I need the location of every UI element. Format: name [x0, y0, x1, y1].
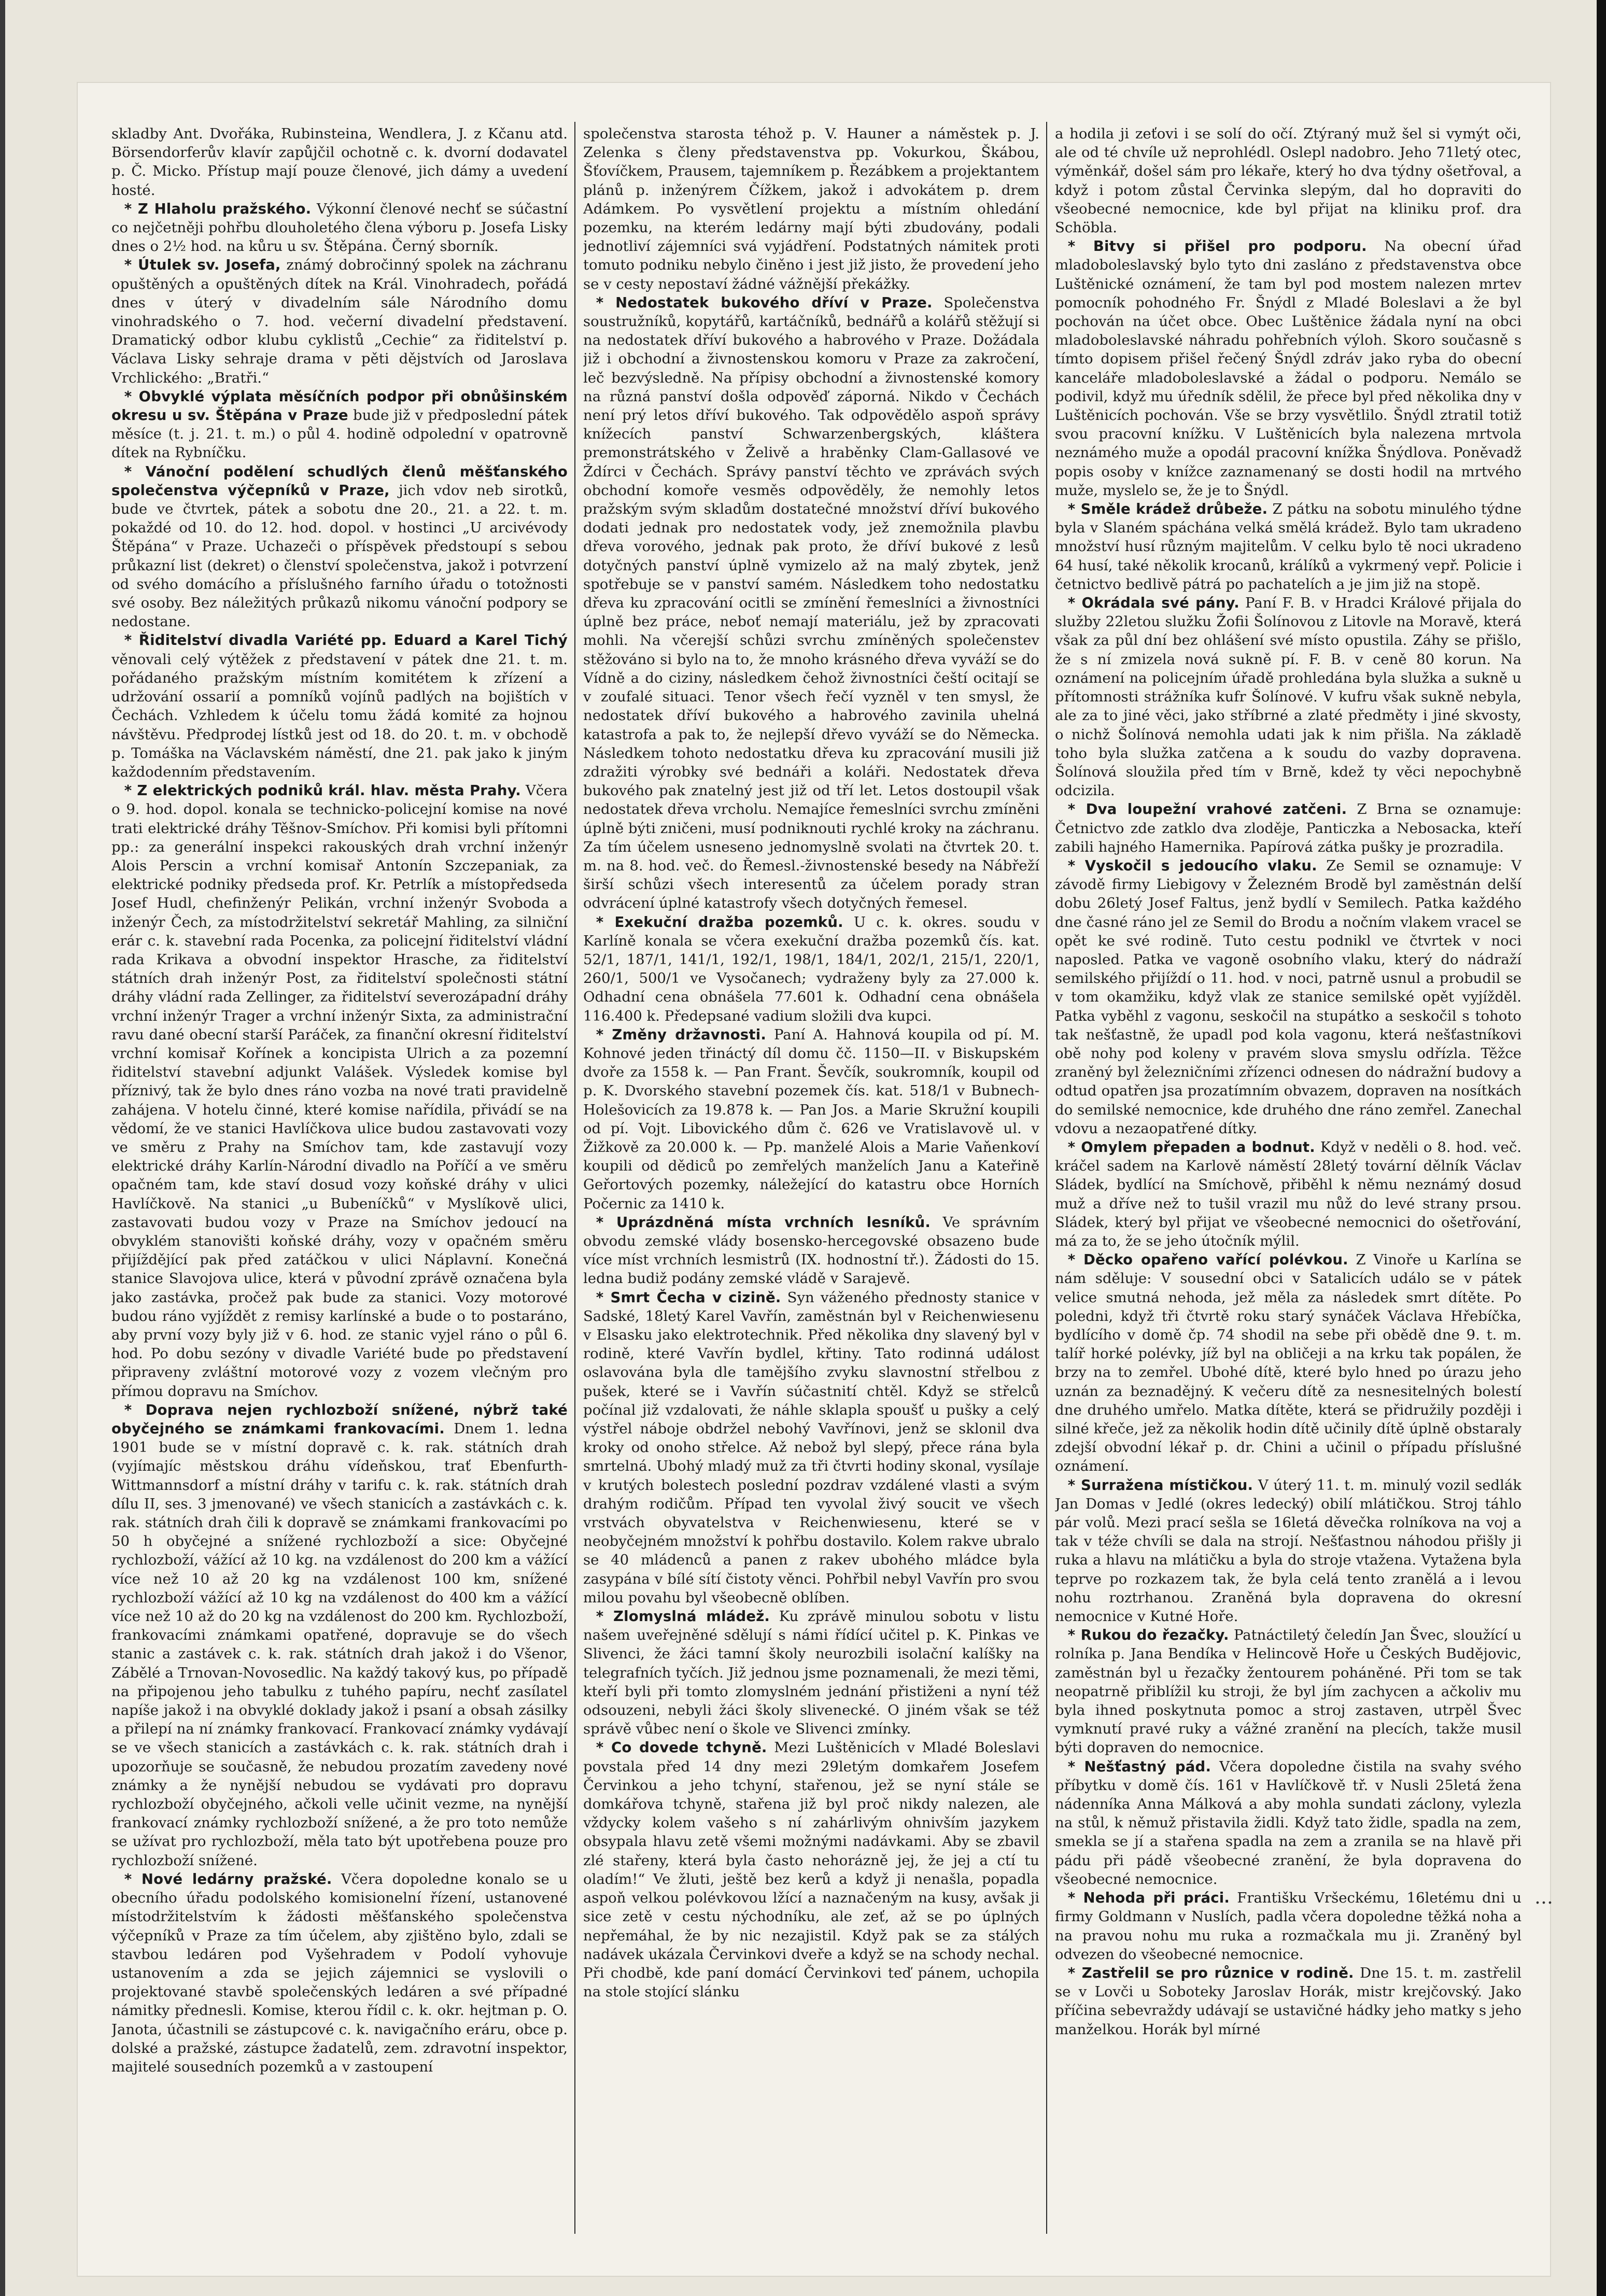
article-text: Paní A. Hahnová koupila od pí. M. Kohnové jeden třináctý díl domu čč. 1150—II. v Biskupském dvoře za 1558 k. — Pan Frant. Ševčík, soukromník, koupil od p. K. Dvorského stavební pozemek čís. kat. 518/1 v Bubnech-Holešovicích za 19.878 k. — Pan Jos. a Marie Skružní koupili od pí. Vojt. Libovického dům č. 626 ve Vratislavově ul. v Žižkově za 20.000 k. — Pp. manželé Alois a Marie Vaňenkoví koupili od dědiců po zemřelých manželích Janu a Kateřině Geřortových pozemky, náležející do katastru obce Horních Počernic za 1410 k. [583, 1026, 1039, 1212]
article-heading: * Změny državnosti. [596, 1026, 766, 1043]
article-paragraph [1055, 1964, 1522, 2039]
article-paragraph [1055, 1889, 1522, 1964]
article-paragraph [1055, 1138, 1522, 1250]
article-paragraph [583, 1025, 1039, 1213]
article-paragraph [111, 200, 568, 256]
article-heading: * Zlomyslná mládež. [596, 1608, 770, 1625]
article-text: bude již v předposlední pátek měsíce (t. j. 21. t. m.) o půl 4. hodině odpolední v opatrovně dítek na Rybníčku. [111, 407, 568, 461]
article-paragraph [583, 1607, 1039, 1738]
column-rule-2 [1046, 122, 1047, 2234]
article-paragraph [1055, 856, 1522, 1138]
article-text: Dne 15. t. m. zastřelil se v Lovči u Soboteky Jaroslav Horák, mistr krejčovský. Jako příčina sebevraždy udávají se ustavičné hádky jeho matky s jeho manželkou. Horák byl mírné [1055, 1964, 1522, 2038]
article-text: Syn váženého přednosty stanice v Sadské, 18letý Karel Vavřín, zaměstnán byl v Reichenwiesenu v Elsasku jako elektrotechnik. Před několika dny slavený byl v rodině, které Vavřín bydlel, křtiny. Tato rodinná událost oslavována byla dle tamějšího zvyku slavnostní střelbou z pušek, které se i Vavřín súčastnití chtěl. Když se střelců počínal již vzdalovati, že náhle sklapla spoušť u pušky a celý výstřel náboje obdržel nebohý Vavřínovi, jenž se sklonil dva kroky od onoho střelce. Až nebož byl slepý, přece rána byla smrtelná. Ubohý mladý muž za tři čtvrti hodiny skonal, vysílaje v krutých bolestech poslední pozdrav vzdálené vlasti a svým drahým rodičům. Případ ten vyvolal živý soucit ve všech vrstvách obyvatelstva v Reichenwiesenu, které se v neobyčejném množství k pohřbu dostavilo. Kolem rakve ubralo se 40 mládenců a panen z rakev ubohého mládce byla zasypána v bílé sítí čistoty věnci. Pohřbil nebyl Vavřín pro svou milou povahu byl všeobecně oblíben. [583, 1289, 1039, 1606]
article-heading: * Rukou do řezačky. [1067, 1627, 1229, 1644]
article-paragraph [1055, 594, 1522, 800]
article-paragraph [1055, 1757, 1522, 1889]
text-column-3 [1055, 124, 1522, 2249]
scan-left-edge [0, 0, 5, 2296]
article-heading: * Nehoda při práci. [1067, 1890, 1230, 1907]
article-heading: * Řiditelství divadla Variété pp. Eduard a Karel Tichý [124, 632, 568, 649]
article-heading: * Nové ledárny pražské. [124, 1870, 332, 1887]
article-paragraph [1055, 1626, 1522, 1757]
article-heading: * Co dovede tchyně. [596, 1739, 767, 1756]
article-heading: * Nešťastný pád. [1067, 1758, 1211, 1775]
article-text: Z Brna se oznamuje: Četnictvo zde zatklo dva zloděje, Panticzka a Nebosacka, kteří zabili hajného Hamernika. Papírová zátka pušky je prozradila. [1055, 801, 1522, 855]
scan-right-edge [1597, 0, 1606, 2296]
article-paragraph [583, 913, 1039, 1025]
article-text: známý dobročinný spolek na záchranu opuštěných a opuštěných dítek na Král. Vinohradech, pořádá dnes v úterý v divadelním sále Národního domu vinohradského o 7. hod. večerní divadelní představení. Dramatický odbor klubu cyklistů „Cechie“ za řiditelství p. Václava Lisky sehraje drama v pěti dějstvích od Jaroslava Vrchlického: „Bratři.“ [111, 257, 568, 386]
article-paragraph [583, 1738, 1039, 2001]
article-paragraph [111, 781, 568, 1401]
article-text: Dnem 1. ledna 1901 bude se v místní dopravě c. k. rak. státních drah (vyjímajíc městskou dráhu vídeňskou, trať Ebenfurth-Wittmannsdorf a místní dráhy v tarifu c. k. rak. státních drah dílu II, ses. 3 jmenované) ve všech stanicích a zastávkách c. k. rak. státních drah čili k dopravě se známkami frankovacími po 50 h obyčejné a snížené rychlozboží a sice: Obyčejné rychlozboží, vážící až 10 kg. na vzdálenost do 200 km a vážící více než 10 až 20 kg na vzdálenost 100 km, snížené rychlozboží vážící až 10 kg na vzdálenost do 400 km a vážící více než 10 až do 20 kg na vzdálenost do 200 km. Rychlozboží, frankovacími známkami opatřené, dopravuje se do všech stanic a zastávek c. k. rak. státních drah jakož i do Všenor, Zábělé a Trnovan-Novosedlic. Na každý takový kus, po případě na připojenou jeho tabulku z tuhého papíru, nechť zasílatel napíše jakož i na obvyklé doklady jakož i psaní a obsah zásilky a přilepí na ní známky frankovací. Frankovací známky vydávají se ve všech stanicích a zastávkách c. k. rak. státních drah i upozorňuje se současně, že nebudou prozatím zavedeny nové známky a že nynější nebudou se vydávati pro dopravu rychlozboží obyčejného, ačkoli velle učinit vezme, na nynější frankovací známky rychlozboží snížené, a že pro toto nemůže se užívat pro rychlozboží, měla tato být upotřebena pouze pro rychlozboží snížené. [111, 1420, 568, 1869]
article-heading: * Zastřelil se pro různice v rodině. [1067, 1964, 1354, 1981]
article-heading: * Surražena místičkou. [1067, 1476, 1253, 1494]
article-text: Na obecní úřad mladoboleslavský bylo tyto dni zasláno z představenstva obce Luštěnické oznámení, že tam byl pod mostem nalezen mrtev pomocník pohodného Fr. Šnýdl z Mladé Boleslavi a že byl pochován na účet obce. Obec Luštěnice žádala nyní na obci mladoboleslavské náhradu pohřebních výloh. Skoro současně s tímto dopisem přišel řečený Šnýdl zdráv jako ryba do obecní kanceláře mladoboleslavské a žádal o podporu. Nemálo se podivil, když mu úředník sdělil, že přece byl před několika dny v Luštěnicích pochován. Vše se brzy vysvětlilo. Šnýdl ztratil totiž svou pracovní knížku. V Luštěnicích byla nalezena mrtvola neznámého muže a opodál pracovní knížka Šnýdlova. Poněvadž popis osoby v knížce zaznamenaný se dosti hodil na mrtvého muže, myslelo se, že je to Šnýdl. [1055, 238, 1522, 499]
article-paragraph [111, 387, 568, 462]
page-mark: … [1534, 1887, 1553, 1908]
article-text: V úterý 11. t. m. minulý vozil sedlák Jan Domas v Jedlé (okres ledecký) obilí mlátičkou. Stroj táhlo pár volů. Mezi prací sešla se 16letá děvečka rolníkova na voj a tak v téže chvíli se dala na strojí. Nešťastnou náhodou přišly ji ruka a hlavu na mlátičku a byla do stroje vtažena. Vytažena byla teprve po rozkazem tak, že byla celá tento zranělá a i levou nohu roztrhanou. Zraněná byla dopravena do okresní nemocnice v Kutné Hoře. [1055, 1476, 1522, 1625]
article-heading: * Vánoční podělení schudlých členů měšťanského společenstva výčepníků v Praze, [111, 463, 568, 499]
article-text: Společenstva soustružníků, kopytářů, kartáčníků, bednářů a kolářů stěžují si na nedostatek dříví bukového a habrového v Praze. Dožádala již i obchodní a živnostenskou komoru v Praze za zakročení, leč bezvýsledně. Na přípisy obchodní a živnostenské komory na různá panství došla odpověď záporná. Nikdo v Čechách není prý letos dříví bukového. Tak odpovědělo aspoň správy knížecích panství Schwarzenbergských, kláštera premonstrátského v Želivě a hraběnky Clam-Gallasové ve Ždírci v Čechách. Správy panství těchto ve zprávách svých obchodní komoře vesměs odpověděly, že nemohly letos pražským svým skladům dostatečné množství dříví bukového dodati jednak pro nedostatek vody, jež znemožnila plavbu dřeva vorového, jednak pak proto, že dříví bukové z lesů dotyčných panství úplně vymizelo až na malý zbytek, jenž spotřebuje se v panství samém. Následkem toho nedostatku dřeva ku zpracování ocitli se zmínění řemeslníci a živnostníci úplně bez práce, neboť nemají materiálu, jež by zpracovati mohli. Na včerejší schůzi svrchu zmíněných společenstev stěžováno si bylo na to, že mnoho krásného dřeva vyváží se do Vídně a do ciziny, následkem čehož živnostníci čeští ocitají se v zoufalé situaci. Tenor všech řečí vyzněl v ten smysl, že nedostatek dříví bukového a habrového zavinila uhelná katastrofa a pak to, že nejlepší dřevo vyváží se do Německa. Následkem tohoto nedostatku dřeva ku zpracování musili již zdražiti výrobky své bednáři a koláři. Nedostatek dřeva bukového pak znatelný jest již od tří let. Letos dostoupil však nedostatek dřeva vrcholu. Nemajíce řemeslníci svrchu zmíněni úplně býti zničeni, musí podniknouti rychlé kroky na záchranu. Za tím účelem usneseno jednomyslně svolati na čtvrtek 20. t. m. na 8. hod. več. do Řemesl.-živnostenské besedy na Nábřeží širší schůzi všech interesentů za účelem porady stran odvrácení úplné katastrofy všech dotyčných řemesel. [583, 294, 1039, 912]
text-column-2 [583, 124, 1039, 2249]
article-paragraph [583, 293, 1039, 913]
article-heading: * Děcko opařeno vařící polévkou. [1067, 1251, 1348, 1269]
article-text: Patnáctiletý čeledín Jan Švec, sloužící u rolníka p. Jana Bendíka v Helincově Hoře u Českých Budějovic, zaměstnán byl u řezačky žentourem poháněné. Při tom se tak neopatrně přiblížil ku stroji, že byl jím zachycen a ačkoliv mu byla ihned poskytnuta pomoc a stroj zastaven, utrpěl Švec vymknutí pravé ruky a vážné zranění na plecích, takže musil býti dopraven do nemocnice. [1055, 1627, 1522, 1756]
article-paragraph [1055, 124, 1522, 237]
article-text: Z pátku na sobotu minulého týdne byla v Slaném spáchána velká smělá krádež. Bylo tam ukradeno množství husí různým majitelům. V celku bylo tě noci ukradeno 64 husí, také několik krocanů, králíků a vykrmený vepř. Policie i četnictvo bedlivě pátrá po pachatelích a je jim již na stopě. [1055, 501, 1522, 593]
article-paragraph [1055, 500, 1522, 594]
article-text: Ze Semil se oznamuje: V závodě firmy Liebigovy v Železném Brodě byl zaměstnán delší dobu 26letý Josef Faltus, jenž bydlí v Semilech. Patka každého dne časné ráno jel ze Semil do Brodu a nočním vlakem vracel se opět ke své rodině. Tuto cestu podnikl ve čtvrtek v noci naposled. Patka ve vagoně osobního vlaku, který do nádraží semilského přijíždí o 11. hod. v noci, patrně usnul a probudil se v tom okamžiku, když vlak ze stanice semilské opět vyjížděl. Patka vyběhl z vagonu, seskočil na stupátko a seskočil s tohoto tak nešťastně, že upadl pod kola vagonu, která nešťastníkovi obě nohy pod koleny v pravém slova smyslu odřízla. Těžce zraněný byl železničními zřízenci odnesen do nádražní budovy a odtud opatřen jsa prozatímním obvazem, dopraven na nosítkách do semilské nemocnice, kde druhého dne ráno zemřel. Zanechal vdovu a nezaopatřené dítky. [1055, 857, 1522, 1137]
article-heading: * Doprava nejen rychlozboží snížené, nýbrž také obyčejného se známkami frankovacími. [111, 1401, 568, 1438]
article-text: Včera dopoledne konalo se u obecního úřadu podolského komisionelní řízení, ustanovené místodržitelstvím k žádosti měšťanského společenstva výčepníků v Praze za tím účelem, aby zjištěno bylo, zdali se stavbou ledáren pod Vyšehradem v Podolí vyhovuje ustanovením a zda se jejich zájemnici se vyslovili o projektované stavbě společenských ledáren a své případné námitky přednesli. Komise, kterou řídil c. k. okr. hejtman p. O. Janota, účastnili se zástupcové c. k. navigačního eráru, obce p. dolské a pražské, zástupce žadatelů, zem. zdravotní inspektor, majitelé sousedních pozemků a v zastoupení [111, 1870, 568, 2075]
article-paragraph [111, 256, 568, 387]
article-paragraph [111, 1401, 568, 1870]
article-paragraph [111, 1870, 568, 2076]
article-text: Mezi Luštěnicích v Mladé Boleslavi povstala před 14 dny mezi 29letým domkařem Josefem Červinkou a jeho tchyní, stařenou, jež se nyní stále se domkářova tchyně, stařena již byl proč nikdy nalezen, ale vždycky kolem vašeho s ní zahárlivým ohnivším jazykem obsypala hlavu zetě všemi možnými nadávkami. Aby se zbavil zlé stařeny, která byla často nehorázně jej, že jej a ctí tu oladím!“ Ve žluti, ještě bez kerů a když ji nenašla, popadla aspoň velkou polévkovou lžící a naznačeným na kusy, avšak ji sice zetě v cestu nýchodníku, ale zeť, až se po úplných nepřemáhal, že by nic nezajistil. Když pak se za stálých nadávek ukázala Červinkovi dveře a když se na schody nechal. Při chodbě, kde paní domácí Červinkovi teď pánem, uchopila na stole stojící slánku [583, 1739, 1039, 2001]
article-heading: * Dva loupežní vrahové zatčeni. [1067, 801, 1347, 818]
article-text: Františku Vršeckému, 16letému dni u firmy Goldmann v Nuslích, padla včera dopoledne těžká noha a na pravou nohu mu ruka a rozmačkala mu ji. Zraněný byl odvezen do všeobecné nemocnice. [1055, 1890, 1522, 1963]
article-paragraph [1055, 237, 1522, 500]
article-text: Výkonní členové nechť se súčastní co nejčetněji pohřbu dlouholetého člena výboru p. Josefa Lisky dnes o 2½ hod. na kůru u sv. Štěpána. Černý sborník. [111, 200, 568, 255]
article-heading: * Exekuční dražba pozemků. [596, 913, 843, 931]
article-heading: * Omylem přepaden a bodnut. [1067, 1138, 1315, 1156]
article-heading: * Směle krádež drůbeže. [1067, 501, 1268, 518]
article-heading: * Z Hlaholu pražského. [124, 200, 312, 217]
article-text: jich vdov neb sirotků, bude ve čtvrtek, pátek a sobotu dne 20., 21. a 22. t. m. pokaždé od 10. do 12. hod. dopol. v hostinci „U arcivévody Štěpána“ v Praze. Uchazeči o příspěvek předstoupí s sebou průkazní list (dekret) o členství společenstva, jakož i potvrzení od svého domácího a příslušného farního úřadu o totožnosti své osoby. Bez náležitých průkazů nikomu vánoční podpory se nedostane. [111, 482, 568, 630]
article-paragraph [111, 124, 568, 200]
article-text: Ve správním obvodu zemské vlády bosensko-hercegovské obsazeno bude více míst vrchních lesmistrů (IX. hodnostní tř.). Žádosti do 15. ledna budiž podány zemské vládě v Sarajevě. [583, 1214, 1039, 1287]
text-column-1 [111, 124, 568, 2249]
article-paragraph [1055, 800, 1522, 856]
article-text: Když v neděli o 8. hod. več. kráčel sadem na Karlově náměstí 28letý tovární dělník Václav Sládek, bydlící na Smíchově, přiběhl k němu neznámý dosud muž a dříve než to tušil vrazil mu nůž do levé strany prsou. Sládek, který byl přijat ve všeobecné nemocnici do ošetřování, má za to, že se jeho útočník mýlil. [1055, 1138, 1522, 1249]
article-heading: * Okrádala své pány. [1067, 595, 1239, 612]
article-paragraph [1055, 1250, 1522, 1475]
article-text: Z Vinoře u Karlína se nám sděluje: V sousední obci v Satalicích událo se v pátek velice smutná nehoda, jež měla za následek smrt dítěte. Po poledni, když tři čtvrtě roku starý synáček Václava Hřebíčka, bydlícího v domě čp. 74 shodil na sebe při obědě dne 9. t. m. talíř horké polévky, jíž byl na obličeji a na krku tak popálen, že brzy na to zemřel. Ubohé dítě, které bylo hned po úrazu jeho uznán za beznadějný. K večeru dítě za nesnesitelných bolestí dne druhého umřelo. Matka dítěte, která se přidružily později i silné křeče, jež za několik hodin dítě učinily dítě úplně obstaraly zdejší obvodní lékař p. dr. Chini a učinil o případu příslušné oznámení. [1055, 1251, 1522, 1475]
article-heading: * Obvyklé výplata měsíčních podpor při obnůšinském okresu u sv. Štěpána v Praze [111, 388, 568, 424]
article-text: společenstva starosta téhož p. V. Hauner a náměstek p. J. Zelenka s členy představenstva pp. Vokurkou, Škábou, Šťovíčkem, Prausem, tajemníkem p. Řezábkem a projektantem plánů p. inženýrem Čížkem, jakož i advokátem p. drem Adámkem. Po vysvětlení projektu a místním ohledání pozemku, na kterém ledárny mají býti zbudovány, podali jednotliví zájemníci svá vyjádření. Podstatných námitek proti tomuto podniku nebylo činěno i jest již jisto, že provedení jeho se v cesty nepostaví žádné vážnější překážky. [583, 125, 1039, 292]
article-text: věnovali celý výtěžek z představení v pátek dne 21. t. m. pořádaného pražským místním komitétem k zřízení a udržování ossarií a pomníků vojínů padlých na bojištích v Čechách. Vzhledem k účelu tomu žádá komité za hojnou návštěvu. Předprodej lístků jest od 18. do 20. t. m. v obchodě p. Tomáška na Václavském náměstí, dne 21. pak jako k jiným každodenním představením. [111, 651, 568, 780]
article-text: a hodila ji zeťovi i se solí do očí. Ztýraný muž šel si vymýt oči, ale od té chvíle už neprohlédl. Oslepl nadobro. Jeho 71letý otec, výměnkář, došel sám pro lékaře, který ho dva týdny ošetřoval, a když i potom zůstal Červinka slepým, dal ho dopraviti do všeobecné nemocnice, kde byl přijat na kliniku prof. dra Schöbla. [1055, 125, 1522, 236]
article-text: Včera dopoledne čistila na svahy svého příbytku v domě čís. 161 v Havlíčkově tř. v Nusli 25letá žena nádenníka Anna Málková a aby mohla sundati záclony, vylezla na stůl, k němuž přistavila židli. Když tato židle, spadla na zem, smekla se jí a stařena spadla na zem a zranila se na hlavě při pádu při pádě všeobecné zranění, že byla dopravena do všeobecné nemocnice. [1055, 1758, 1522, 1887]
article-text: Paní F. B. v Hradci Králové přijala do služby 22letou služku Žofii Šolínovou z Litovle na Moravě, která však za půl dní bez ohlášení své místo opustila. Záhy se přišlo, že s ní zmizela nová sukně pí. F. B. v ceně 80 korun. Na oznámení na policejním úřadě prohledána byla služka a sukně u přítomnosti strážníka kufr Šolínové. V kufru však sukně nebyla, ale za to jiné věci, jako stříbrné a zlaté předměty i jiné skvosty, o nichž Šolínová nemohla udati jak k nim přišla. Na základě toho byla služka zatčena a k soudu do vazby dopravena. Šolínová sloužila před tím v Brně, kdež ty věci nepochybně odcizila. [1055, 595, 1522, 799]
article-text: U c. k. okres. soudu v Karlíně konala se včera exekuční dražba pozemků čís. kat. 52/1, 187/1, 141/1, 192/1, 198/1, 184/1, 202/1, 215/1, 220/1, 260/1, 500/1 ve Vysočanech; vydraženy byly za 27.000 k. Odhadní cena obnášela 77.601 k. Odhadní cena obnášela 116.400 k. Předepsané vadium složili dva kupci. [583, 913, 1039, 1024]
article-paragraph [583, 1288, 1039, 1607]
article-paragraph [111, 631, 568, 781]
article-text: Ku zprávě minulou sobotu v listu našem uveřejněné sdělují s námi řídící učitel p. K. Pinkas ve Slivenci, že žáci tamní školy neurozbili isolační kalíšky na telegrafních tyčích. Již jednou jsme poznamenali, že mezi těmi, kteří byli při tomto zlomyslném jednání přistiženi a nyní též odsouzeni, nebyli žáci školy slivenecké. O jiném však se též správě vůbec není o škole ve Slivenci zmínky. [583, 1608, 1039, 1738]
article-paragraph [583, 1213, 1039, 1288]
article-heading: * Útulek sv. Josefa, [124, 257, 281, 274]
article-text: Včera o 9. hod. dopol. konala se technicko-policejní komise na nové trati elektrické dráhy Těšnov-Smíchov. Při komisi byli přítomni pp.: za generální inspekci rakouských drah vrchní inženýr Alois Perscin a vrchní komisař Antonín Szczepaniak, za elektrické podniky předseda prof. Kr. Petrlík a místopředseda Josef Hudl, chefinženýr Pelikán, vrchní inženýr Svoboda a inženýr Čech, za místodržitelství sekretář Mahling, za silniční erár c. k. stavební rada Pocenka, za policejní řiditelství vládní rada Krikava a obvodní inspektor Hrasche, za řiditelství státních drah inženýr Post, za řiditelství společnosti státní dráhy vládní rada Zellinger, za řiditelství severozápadní dráhy vrchní inženýr Trager a vrchní inženýr Sixta, za administrační ravu dané obecní starší Paráček, za finanční okresní řiditelství vrchní komisař Kořínek a koncipista Ulrich a za pozemní řiditelství stavební adjunkt Valášek. Výsledek komise byl příznivý, tak že bylo dnes ráno vozba na nové trati pravidelně zahájena. V hotelu činné, které komise nařídila, přivádí se na vědomí, že ve stanici Havlíčkova ulice budou zastavovati vozy ve směru z Prahy na Smíchov tam, kde zastavují vozy elektrické dráhy Karlín-Národní divadlo na Poříčí a ve směru opačném tam, kde staví dosud vozy koňské dráhy v ulici Havlíčkově. Na stanici „u Bubeníčků“ v Myslíkově ulici, zastavovati budou vozy v Praze na Smíchov jedoucí na obvyklém stanovišti koňské dráhy, vozy v opačném směru přijíždějící pak před zatáčkou v ulici Náplavní. Konečná stanice Slavojova ulice, která v původní zprávě označena byla jako zastávka, pročež pak bude za stanici. Vozy motorové budou ráno vyjíždět z remisy karlínské a bude o to postaráno, aby první vozy byly již v 6. hod. ze stanic vyjel ráno o půl 6. hod. Po dobu sezóny v divadle Variété bude po představení připraveny zvláštní motorové vozy z vozem vlečným pro přímou dopravu na Smíchov. [111, 782, 568, 1400]
article-paragraph [1055, 1476, 1522, 1626]
column-rule-1 [574, 122, 575, 2234]
article-paragraph [111, 462, 568, 631]
article-heading: * Smrt Čecha v cizině. [596, 1289, 781, 1306]
article-text: skladby Ant. Dvořáka, Rubinsteina, Wendlera, J. z Kčanu atd. Börsendorferův klavír zapůjčil ochotně c. k. dvorní dodavatel p. Č. Micko. Přístup mají pouze členové, jich dámy a uvedení hosté. [111, 125, 568, 199]
article-heading: * Vyskočil s jedoucího vlaku. [1067, 857, 1317, 874]
article-heading: * Z elektrických podniků král. hlav. města Prahy. [124, 782, 521, 799]
article-heading: * Nedostatek bukového dříví v Praze. [596, 294, 933, 311]
article-paragraph [583, 124, 1039, 293]
article-heading: * Bitvy si přišel pro podporu. [1067, 238, 1367, 255]
article-heading: * Uprázdněná místa vrchních lesníků. [596, 1214, 931, 1231]
